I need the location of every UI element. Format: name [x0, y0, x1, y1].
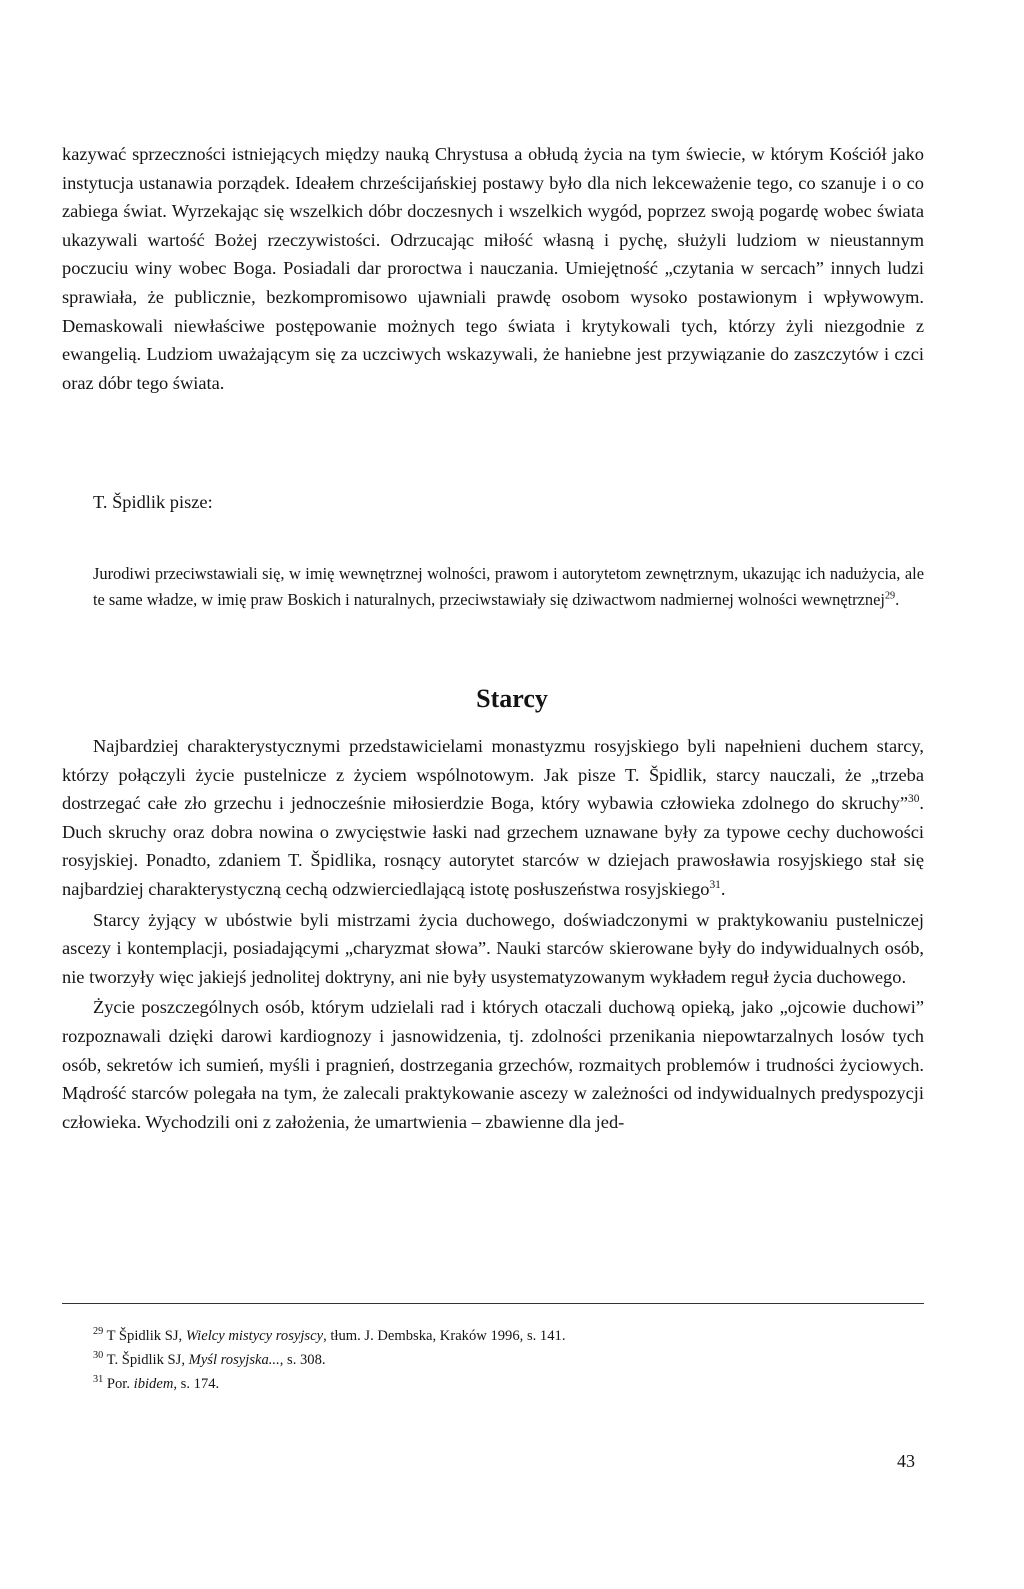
paragraph: Życie poszczególnych osób, którym udzielali rad i których otaczali duchową opieką, jako „ojcowie duchowi” rozpoznawali dzięki darowi kardiognozy i jasnowidzenia, tj. zdolności przenikania niepowtarzalnych losów tych osób, sekretów ich sumień, myśli i pragnień, dostrzegania grzechów, rozmaitych problemów i trudności życiowych. Mądrość starców polegała na tym, że zalecali praktykowanie ascezy w zależności od indywidualnych predyspozycji człowieka. Wychodzili oni z założenia, że umartwienia – zbawienne dla jed-	[62, 997, 924, 1132]
paragraph-text: Najbardziej charakterystycznymi przedstawicielami monastyzmu rosyjskiego byli napełnieni duchem starcy, którzy połączyli życie pustelnicze z życiem wspólnotowym. Jak pisze T. Špidlik, starcy nauczali, że „trzeba dostrzegać całe zło grzechu i jednocześnie miłosierdzie Boga, który wybawia człowieka zdolnego do skruchy”	[62, 736, 924, 814]
footnote-text: T Špidlik SJ,	[106, 1328, 186, 1344]
section-heading: Starcy	[476, 684, 548, 713]
footnote-number: 30	[93, 1350, 104, 1362]
text-block-top	[62, 140, 924, 397]
paragraph: Starcy żyjący w ubóstwie byli mistrzami życia duchowego, doświadczonymi w praktykowaniu pustelniczej ascezy i kontemplacji, posiadającymi „charyzmat słowa”. Nauki starców skierowane były do indywidualnych osób, nie tworzyły więc jakiejś jednolitej doktryny, ani nie były usystematyzowanym wykładem reguł życia duchowego.	[62, 909, 924, 987]
footnote-separator	[62, 1303, 924, 1304]
footnote	[93, 1348, 565, 1372]
quote-text: Jurodiwi przeciwstawiali się, w imię wewnętrznej wolności, prawom i autorytetom zewnętrznym, ukazując ich nadużycia, ale te same władze, w imię praw Boskich i naturalnych, przeciwstawiały się dziwactwom nadmiernej wolności wewnętrznej	[93, 564, 924, 610]
footnotes	[93, 1324, 565, 1396]
footnote-ref: 31	[709, 878, 721, 891]
footnote-ref: 30	[908, 793, 920, 806]
section-body	[62, 732, 924, 1136]
footnote-text: , tłum. J. Dembska, Kraków 1996, s. 141.	[323, 1328, 566, 1344]
paragraph-text: . Duch skruchy oraz dobra nowina o zwycięstwie łaski nad grzechem uznawane były za typowe cechy duchowości rosyjskiej. Ponadto, zdaniem T. Špidlika, rosnący autorytet starców w dziejach prawosławia rosyjskiego stał się najbardziej charakterystyczną cechą odzwierciedlającą istotę posłuszeństwa rosyjskiego	[62, 793, 924, 899]
block-quote	[93, 561, 924, 614]
quote-intro: T. Špidlik pisze:	[93, 492, 213, 512]
footnote-title: Wielcy mistycy rosyjscy	[185, 1328, 324, 1344]
quote-end: .	[895, 590, 900, 610]
footnote	[93, 1372, 565, 1396]
quote-paragraph	[93, 561, 924, 614]
footnote-text: Por.	[106, 1376, 134, 1392]
footnote-title: Myśl rosyjska...	[188, 1352, 280, 1368]
footnote-text: , s. 174.	[173, 1376, 220, 1392]
footnote-text: , s. 308.	[279, 1352, 326, 1368]
footnote-title: ibidem	[133, 1376, 174, 1392]
paragraph-text: .	[720, 878, 726, 899]
paragraph	[62, 732, 924, 904]
page-number: 43	[897, 1451, 915, 1471]
footnote-text: T. Špidlik SJ,	[106, 1352, 189, 1368]
footnote	[93, 1324, 565, 1348]
paragraph: kazywać sprzeczności istniejących między nauką Chrystusa a obłudą życia na tym świecie, w którym Kościół jako instytucja ustanawia porządek. Ideałem chrześcijańskiej postawy było dla nich lekceważenie tego, co szanuje i o co zabiega świat. Wyrzekając się wszelkich dóbr doczesnych i wszelkich wygód, poprzez swoją pogardę wobec świata ukazywali wartość Bożej rzeczywistości. Odrzucając miłość własną i pychę, służyli ludziom w nieustannym poczuciu winy wobec Boga. Posiadali dar proroctwa i nauczania. Umiejętność „czytania w sercach” innych ludzi sprawiała, że publicznie, bezkompromisowo ujawniali prawdę osobom wysoko postawionym i wpływowym. Demaskowali niewłaściwe postępowanie możnych tego świata i krytykowali tych, którzy żyli niezgodnie z ewangelią. Ludziom uważającym się za uczciwych wskazywali, że haniebne jest przywiązanie do zaszczytów i czci oraz dóbr tego świata.	[62, 144, 924, 393]
footnote-number: 29	[93, 1326, 104, 1338]
footnote-ref: 29	[884, 590, 896, 602]
footnote-number: 31	[93, 1374, 104, 1386]
